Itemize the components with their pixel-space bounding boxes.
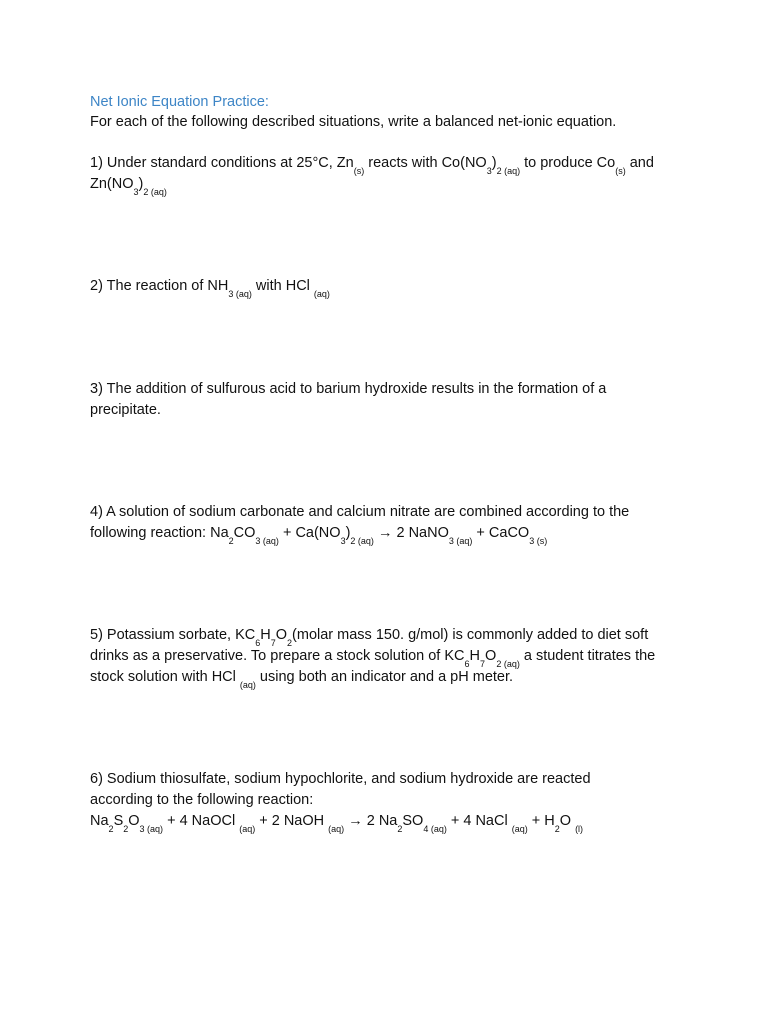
text-run: + 2 NaOH xyxy=(255,813,329,829)
subscript: 3 (aq) xyxy=(139,823,164,834)
question-5-line-1 xyxy=(90,625,648,646)
subscript: 7 xyxy=(480,658,486,669)
text-run: H xyxy=(260,627,271,643)
text-run: CO xyxy=(233,525,256,541)
text-run: 2) The reaction of NH xyxy=(90,278,229,294)
text-run: to produce Co xyxy=(520,155,616,171)
subscript: (aq) xyxy=(511,823,528,834)
subscript: 3 (aq) xyxy=(255,535,279,546)
text-run: H xyxy=(469,648,481,664)
text-run: a student titrates the xyxy=(519,648,656,664)
text-run: → 2 Na xyxy=(344,813,398,829)
question-4-equation xyxy=(90,523,547,544)
subscript: (aq) xyxy=(313,288,330,299)
subscript: 6 xyxy=(464,658,470,669)
question-3-line-2: precipitate. xyxy=(90,402,161,418)
subscript: 2 xyxy=(108,823,114,834)
text-run: O xyxy=(128,813,140,829)
subscript: 3 (aq) xyxy=(448,535,473,546)
question-4-line-1: 4) A solution of sodium carbonate and calcium nitrate are combined according to the xyxy=(90,504,630,520)
text-run: + CaCO xyxy=(472,525,530,541)
text-run: and xyxy=(625,155,654,171)
text-run: + 4 NaCl xyxy=(446,813,512,829)
subscript: 2 xyxy=(554,823,560,834)
subscript: 3 xyxy=(486,165,492,176)
text-run: (molar mass 150. g/mol) is commonly added to diet soft xyxy=(292,627,649,643)
text-run: ) xyxy=(491,155,497,171)
question-3-line-1: 3) The addition of sulfurous acid to barium hydroxide results in the formation of a xyxy=(90,381,607,397)
instructions: For each of the following described situations, write a balanced net-ionic equation. xyxy=(90,114,617,130)
subscript: 4 (aq) xyxy=(423,823,447,834)
text-run: S xyxy=(113,813,124,829)
question-2 xyxy=(90,276,330,297)
subscript: 3 xyxy=(133,186,139,197)
question-6-line-1: 6) Sodium thiosulfate, sodium hypochlorite, and sodium hydroxide are reacted xyxy=(90,771,591,787)
text-run: following reaction: Na xyxy=(90,525,229,541)
subscript: (aq) xyxy=(239,823,256,834)
question-1-line-1 xyxy=(90,153,654,174)
subscript: (s) xyxy=(353,165,365,176)
text-run: O xyxy=(485,648,497,664)
text-run: ) xyxy=(138,176,144,192)
subscript: 2 (aq) xyxy=(350,535,374,546)
text-run: using both an indicator and a pH meter. xyxy=(255,669,514,685)
subscript: 2 xyxy=(397,823,403,834)
subscript: (aq) xyxy=(239,679,256,690)
text-run: O xyxy=(275,627,288,643)
subscript: 6 xyxy=(255,637,261,648)
text-run: ) xyxy=(345,525,351,541)
text-run: Na xyxy=(90,813,109,829)
subscript: 3 xyxy=(340,535,346,546)
subscript: (aq) xyxy=(328,823,345,834)
text-run: SO xyxy=(402,813,424,829)
text-run: O xyxy=(559,813,576,829)
subscript: 3 (s) xyxy=(529,535,548,546)
text-run: stock solution with HCl xyxy=(90,669,240,685)
subscript: (s) xyxy=(615,165,626,176)
page-title: Net Ionic Equation Practice: xyxy=(90,94,269,110)
subscript: 2 xyxy=(228,535,234,546)
text-run: reacts with Co(NO xyxy=(364,155,487,171)
question-1-line-2 xyxy=(90,174,167,195)
text-run: 5) Potassium sorbate, KC xyxy=(90,627,256,643)
subscript: (l) xyxy=(575,823,584,834)
question-6-equation xyxy=(90,811,583,832)
text-run: 1) Under standard conditions at 25°C, Zn xyxy=(90,155,354,171)
subscript: 2 (aq) xyxy=(143,186,167,197)
question-6-line-2: according to the following reaction: xyxy=(90,792,314,808)
subscript: 2 xyxy=(287,637,293,648)
text-run: with HCl xyxy=(251,278,314,294)
question-5-line-3 xyxy=(90,667,513,688)
question-5-line-2 xyxy=(90,646,655,667)
subscript: 7 xyxy=(270,637,276,648)
subscript: 2 (aq) xyxy=(496,165,521,176)
text-run: drinks as a preservative. To prepare a stock solution of KC xyxy=(90,648,465,664)
text-run: Zn(NO xyxy=(90,176,134,192)
text-run: + H xyxy=(527,813,555,829)
subscript: 2 xyxy=(123,823,129,834)
text-run: + 4 NaOCl xyxy=(163,813,240,829)
text-run: → 2 NaNO xyxy=(373,525,449,541)
subscript: 2 (aq) xyxy=(496,658,520,669)
subscript: 3 (aq) xyxy=(228,288,252,299)
text-run: + Ca(NO xyxy=(278,525,341,541)
